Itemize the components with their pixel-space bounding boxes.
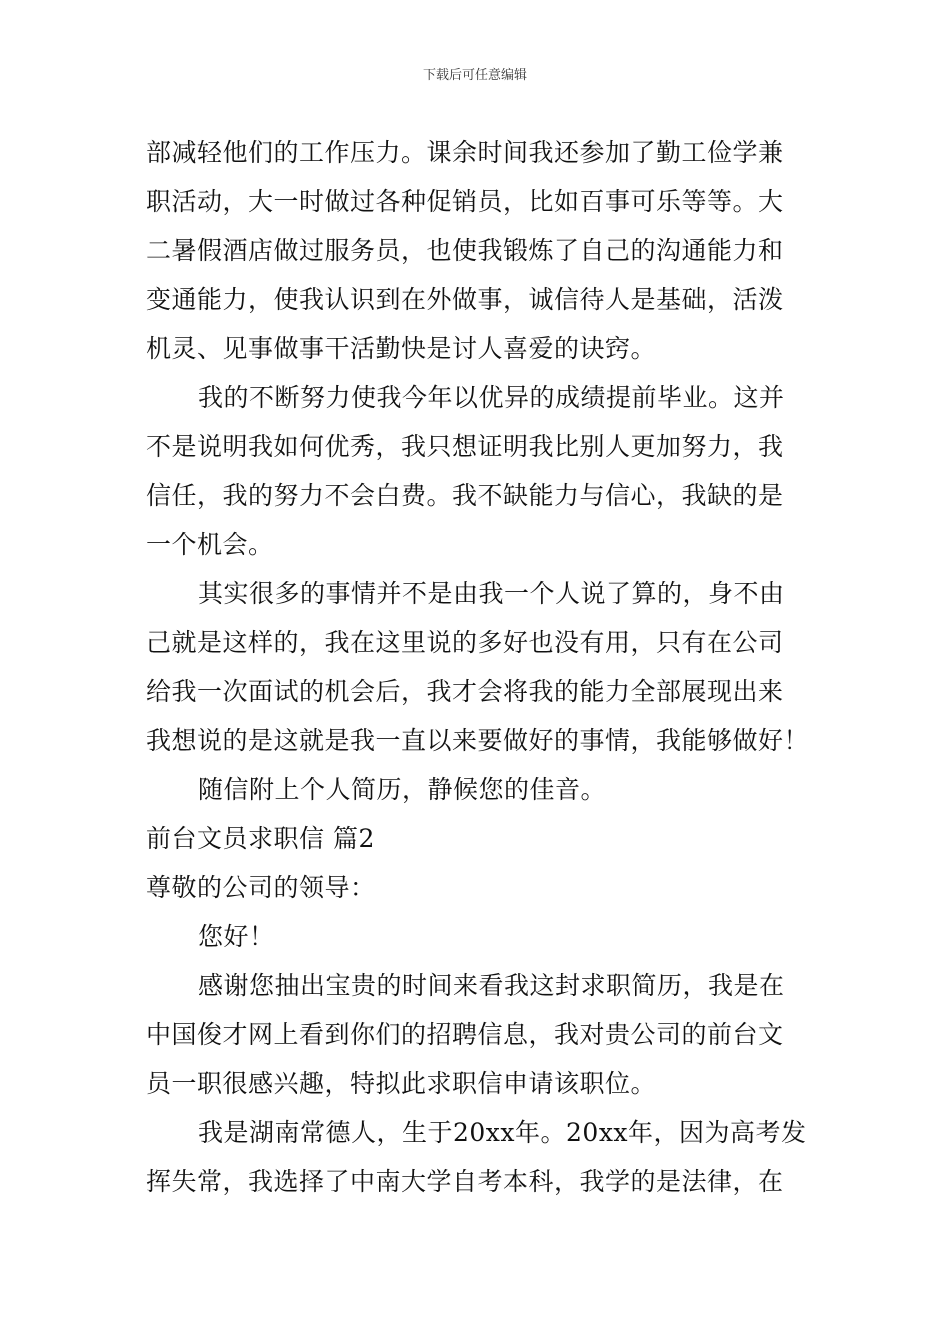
text-line: 员一职很感兴趣，特拟此求职信申请该职位。 <box>146 1069 657 1098</box>
text-line: 挥失常，我选择了中南大学自考本科，我学的是法律，在 <box>146 1167 784 1196</box>
paragraph-start-line: 我的不断努力使我今年以优异的成绩提前毕业。这并 <box>198 383 785 412</box>
text-line: 给我一次面试的机会后，我才会将我的能力全部展现出来 <box>146 677 784 706</box>
text-line: 中国俊才网上看到你们的招聘信息，我对贵公司的前台文 <box>146 1020 784 1049</box>
salutation: 尊敬的公司的领导： <box>146 873 376 902</box>
text-line: 部减轻他们的工作压力。课余时间我还参加了勤工俭学兼 <box>146 138 784 167</box>
text-line: 变通能力，使我认识到在外做事，诚信待人是基础，活泼 <box>146 285 784 314</box>
greeting: 您好！ <box>198 922 275 951</box>
paragraph-start-line: 感谢您抽出宝贵的时间来看我这封求职简历，我是在 <box>198 971 785 1000</box>
text-line: 机灵、见事做事干活勤快是讨人喜爱的诀窍。 <box>146 334 657 363</box>
text-line: 信任，我的努力不会白费。我不缺能力与信心，我缺的是 <box>146 481 784 510</box>
text-line: 职活动，大一时做过各种促销员，比如百事可乐等等。大 <box>146 187 784 216</box>
paragraph-start-line: 随信附上个人简历，静候您的佳音。 <box>198 775 607 804</box>
text-line: 一个机会。 <box>146 530 274 559</box>
section-heading: 前台文员求职信 篇2 <box>146 824 375 853</box>
text-line: 不是说明我如何优秀，我只想证明我比别人更加努力，我 <box>146 432 784 461</box>
page-header: 下载后可任意编辑 <box>422 68 527 83</box>
paragraph-start-line: 其实很多的事情并不是由我一个人说了算的，身不由 <box>198 579 785 608</box>
text-line: 我想说的是这就是我一直以来要做好的事情，我能够做好！ <box>146 726 810 755</box>
paragraph-start-line: 我是湖南常德人，生于20xx年。20xx年，因为高考发 <box>198 1118 807 1147</box>
text-line: 二暑假酒店做过服务员，也使我锻炼了自己的沟通能力和 <box>146 236 784 265</box>
text-line: 己就是这样的，我在这里说的多好也没有用，只有在公司 <box>146 628 784 657</box>
document-body <box>146 128 808 1206</box>
